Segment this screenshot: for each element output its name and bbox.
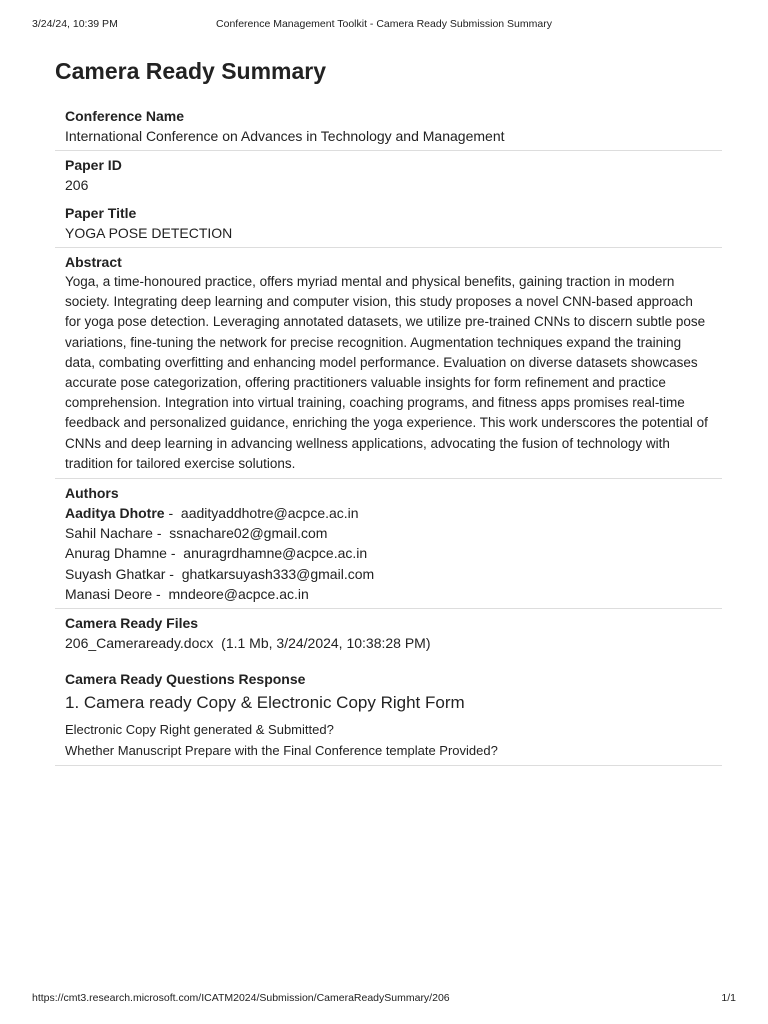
summary-content	[55, 56, 722, 766]
paper-id-label: Paper ID	[65, 157, 122, 173]
print-datetime: 3/24/24, 10:39 PM	[32, 18, 118, 30]
author-name: Anurag Dhamne	[65, 545, 167, 562]
paper-title-label: Paper Title	[65, 205, 137, 221]
author-email: ghatkarsuyash333@gmail.com	[181, 565, 375, 582]
page-url: https://cmt3.research.microsoft.com/ICATM2024/Submission/CameraReadySummary/206	[32, 992, 450, 1004]
abstract-text: Yoga, a time-honoured practice, offers myriad mental and physical benefits, gaining traction in modern society. Integrating deep learning and computer vision, this study proposes a novel CNN-based approach for yoga pose detection. Leveraging annotated datasets, we utilize pre-trained CNNs to discern subtle pose variations, fine-tuning the network for precise recognition. Augmentation techniques expand the training data, combating overfitting and enhancing model performance. Evaluation on diverse datasets showcases accurate pose categorization, offering practitioners valuable insights for form refinement and practice comprehension. Integration into virtual training, coaching programs, and fitness apps promises real-time feedback and personalized guidance, enriching the yoga experience. This work underscores the potential of CNNs and deep learning in advancing wellness applications, advocating the fusion of technology with tradition for tailored exercise solutions.	[65, 274, 708, 471]
author-email: aadityaddhotre@acpce.ac.in	[180, 505, 359, 522]
page-number: 1/1	[721, 992, 736, 1004]
questions-section	[55, 665, 722, 766]
paper-id-section	[55, 151, 722, 199]
print-document-title: Conference Management Toolkit - Camera Ready Submission Summary	[216, 18, 552, 30]
authors-list	[65, 503, 712, 604]
author-separator: -	[164, 505, 181, 522]
author-item	[65, 564, 712, 584]
author-name: Sahil Nachare	[65, 525, 153, 542]
paper-id-value: 206	[65, 177, 89, 193]
author-name: Manasi Deore	[65, 585, 153, 602]
questions-label: Camera Ready Questions Response	[65, 671, 306, 688]
question-item: Electronic Copy Right generated & Submitted?	[65, 722, 334, 738]
question-heading: 1. Camera ready Copy & Electronic Copy Right Form	[65, 693, 465, 713]
authors-label: Authors	[65, 485, 119, 502]
author-item	[65, 523, 712, 543]
author-separator: -	[166, 545, 184, 562]
camera-ready-files-label: Camera Ready Files	[65, 615, 199, 632]
authors-section	[55, 479, 722, 609]
abstract-section	[55, 248, 722, 479]
author-name: Suyash Ghatkar	[65, 565, 166, 582]
camera-ready-files-section	[55, 609, 722, 657]
conference-name-value: International Conference on Advances in Technology and Management	[65, 128, 505, 144]
print-footer	[32, 992, 736, 1006]
question-item: Whether Manuscript Prepare with the Final Conference template Provided?	[65, 743, 498, 759]
author-email: ssnachare02@gmail.com	[169, 525, 328, 542]
conference-name-label: Conference Name	[65, 108, 185, 124]
author-email: anuragrdhamne@acpce.ac.in	[183, 545, 368, 562]
print-header	[32, 18, 736, 32]
paper-title-value: YOGA POSE DETECTION	[65, 225, 233, 241]
abstract-label: Abstract	[65, 254, 122, 270]
author-item	[65, 503, 712, 523]
author-item	[65, 584, 712, 604]
conference-name-section	[55, 102, 722, 151]
author-separator: -	[152, 525, 170, 542]
paper-title-section	[55, 199, 722, 248]
camera-ready-file: 206_Cameraready.docx (1.1 Mb, 3/24/2024, 10:38:28 PM)	[65, 635, 431, 652]
author-separator: -	[165, 565, 182, 582]
author-separator: -	[152, 585, 169, 602]
author-name: Aaditya Dhotre	[65, 505, 165, 522]
page-title: Camera Ready Summary	[55, 58, 327, 84]
author-email: mndeore@acpce.ac.in	[168, 585, 309, 602]
author-item	[65, 543, 712, 563]
